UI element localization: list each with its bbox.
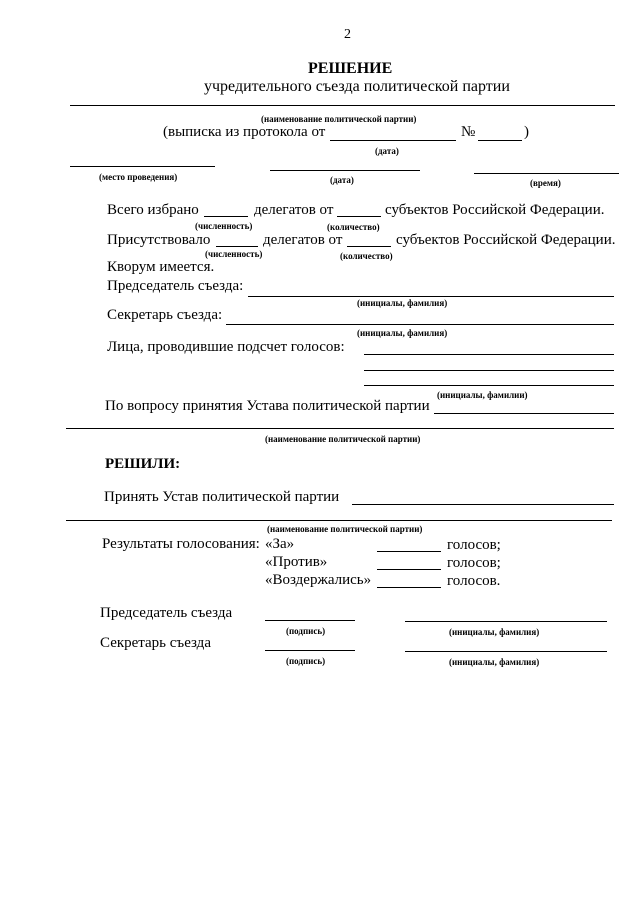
chairman-label: Председатель съезда: — [107, 278, 244, 294]
chairman-signature-line[interactable] — [265, 620, 355, 621]
document-title: РЕШЕНИЕ — [308, 60, 393, 77]
adopt-charter-line[interactable] — [352, 504, 614, 505]
chairman-line[interactable] — [248, 296, 614, 297]
present-subjects-caption: (количество) — [340, 251, 393, 261]
adopt-party-line[interactable] — [66, 520, 612, 521]
secretary-signature-label: Секретарь съезда — [100, 635, 211, 651]
party-name-caption: (наименование политической партии) — [261, 114, 417, 124]
place-caption: (место проведения) — [99, 172, 178, 182]
charter-question-line[interactable] — [434, 413, 614, 414]
chairman-signature-caption: (подпись) — [286, 626, 326, 636]
vote-for-unit: голосов; — [447, 537, 501, 553]
adopt-charter-text: Принять Устав политической партии — [104, 489, 340, 505]
present-quantity-line[interactable] — [216, 246, 258, 247]
time-caption: (время) — [530, 178, 561, 188]
extract-date-line[interactable] — [330, 140, 456, 141]
secretary-signature-caption: (подпись) — [286, 656, 326, 666]
secretary-signature-line[interactable] — [265, 650, 355, 651]
elected-suffix: субъектов Российской Федерации. — [385, 202, 605, 218]
vote-abstained-line[interactable] — [377, 587, 441, 588]
charter-party-line[interactable] — [66, 428, 614, 429]
vote-for-label: «За» — [265, 536, 295, 552]
vote-abstained-unit: голосов. — [447, 573, 501, 589]
chairman-name-line[interactable] — [405, 621, 607, 622]
present-middle: делегатов от — [263, 232, 343, 248]
extract-date-caption: (дата) — [375, 146, 399, 156]
page-number: 2 — [344, 27, 351, 42]
present-prefix: Присутствовало — [107, 232, 211, 248]
party-name-line[interactable] — [70, 105, 615, 106]
chairman-signature-label: Председатель съезда — [100, 605, 233, 621]
elected-subjects-line[interactable] — [337, 216, 381, 217]
secretary-name-caption: (инициалы, фамилия) — [449, 657, 540, 667]
charter-party-caption: (наименование политической партии) — [265, 434, 421, 444]
extract-prefix: (выписка из протокола от — [163, 124, 326, 140]
decided-heading: РЕШИЛИ: — [105, 456, 181, 472]
secretary-caption: (инициалы, фамилия) — [357, 328, 448, 338]
counters-line-1[interactable] — [364, 354, 614, 355]
quorum-text: Кворум имеется. — [107, 259, 215, 275]
elected-quantity-caption: (численность) — [195, 221, 253, 231]
present-suffix: субъектов Российской Федерации. — [396, 232, 616, 248]
elected-subjects-caption: (количество) — [327, 222, 380, 232]
elected-middle: делегатов от — [254, 202, 334, 218]
elected-prefix: Всего избрано — [107, 202, 199, 218]
vote-against-unit: голосов; — [447, 555, 501, 571]
place-line[interactable] — [70, 166, 215, 167]
vote-for-line[interactable] — [377, 551, 441, 552]
vote-abstained-label: «Воздержались» — [265, 572, 372, 588]
counters-label: Лица, проводившие подсчет голосов: — [107, 339, 345, 355]
chairman-name-caption: (инициалы, фамилия) — [449, 627, 540, 637]
counters-line-2[interactable] — [364, 370, 614, 371]
extract-suffix: ) — [524, 124, 529, 140]
secretary-line[interactable] — [226, 324, 614, 325]
meeting-date-caption: (дата) — [330, 175, 354, 185]
vote-against-label: «Против» — [265, 554, 328, 570]
counters-caption: (инициалы, фамилии) — [437, 390, 528, 400]
present-quantity-caption: (численность) — [205, 249, 263, 259]
adopt-party-caption: (наименование политической партии) — [267, 524, 423, 534]
present-subjects-line[interactable] — [347, 246, 391, 247]
number-sign: № — [461, 124, 476, 140]
voting-label: Результаты голосования: — [102, 536, 260, 552]
chairman-caption: (инициалы, фамилия) — [357, 298, 448, 308]
meeting-date-line[interactable] — [270, 170, 420, 171]
document-subtitle: учредительного съезда политической партии — [204, 78, 510, 95]
charter-question: По вопросу принятия Устава политической партии — [105, 398, 430, 414]
counters-line-3[interactable] — [364, 385, 614, 386]
vote-against-line[interactable] — [377, 569, 441, 570]
secretary-name-line[interactable] — [405, 651, 607, 652]
extract-number-line[interactable] — [478, 140, 522, 141]
elected-quantity-line[interactable] — [204, 216, 248, 217]
time-line[interactable] — [474, 173, 619, 174]
secretary-label: Секретарь съезда: — [107, 307, 223, 323]
